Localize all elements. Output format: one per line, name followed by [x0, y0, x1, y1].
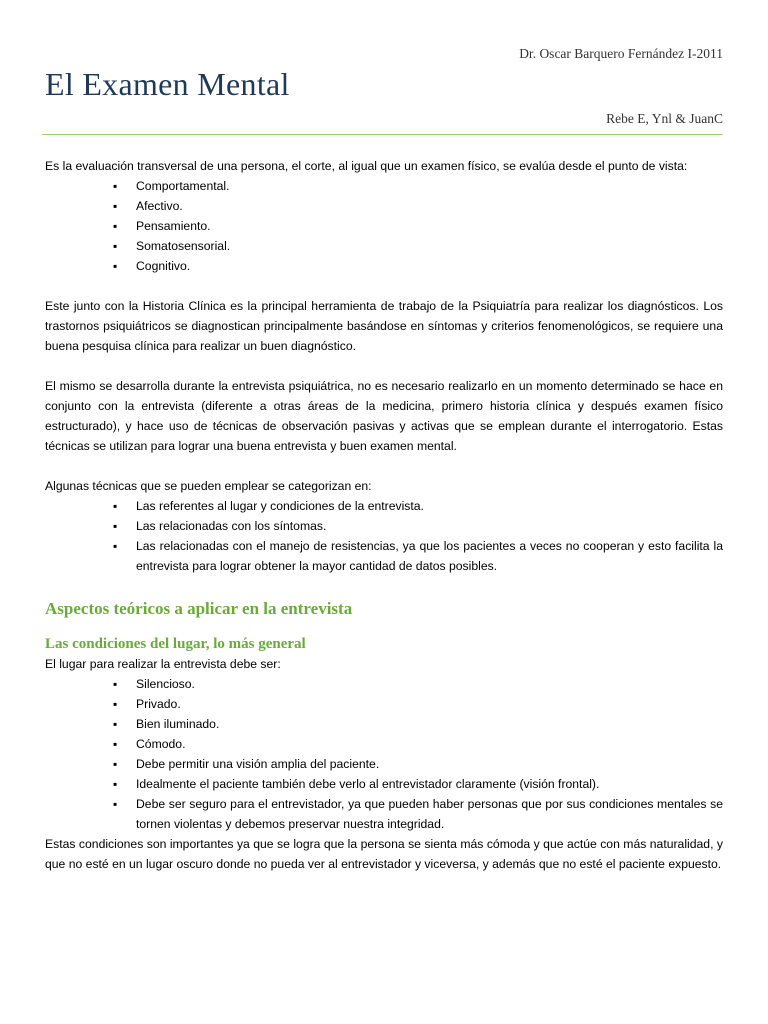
list-item: ▪ Cognitivo.: [45, 256, 723, 276]
contributors-line: Rebe E, Ynl & JuanC: [606, 111, 723, 126]
list-item: ▪ Somatosensorial.: [45, 236, 723, 256]
list-item: ▪ Debe permitir una visión amplia del paciente.: [45, 754, 723, 774]
list-item: ▪ Afectivo.: [45, 196, 723, 216]
document-body: [45, 156, 723, 874]
list-item: ▪ Comportamental.: [45, 176, 723, 196]
techniques-list: [45, 496, 723, 576]
section-heading: Aspectos teóricos a aplicar en la entrevista: [45, 599, 353, 618]
list-item: ▪ Debe ser seguro para el entrevistador, ya que pueden haber personas que por sus condiciones mentales se tornen violentas y debemos preservar nuestra integridad.: [45, 794, 723, 834]
closing-paragraph: Estas condiciones son importantes ya que se logra que la persona se sienta más cómoda y que actúe con más naturalidad, y que no esté en un lugar oscuro donde no pueda ver al entrevistador y viceversa, y además que no esté el paciente expuesto.: [45, 837, 723, 871]
list-item: ▪ Silencioso.: [45, 674, 723, 694]
paragraph-historia-clinica: Este junto con la Historia Clínica es la principal herramienta de trabajo de la Psiquiatría para realizar los diagnósticos. Los trastornos psiquiátricos se diagnostican principalmente basándose en síntomas y criterios fenomenológicos, se requiere una buena pesquisa clínica para realizar un buen diagnóstico.: [45, 299, 723, 353]
list-item: ▪ Privado.: [45, 694, 723, 714]
list-item: ▪ Cómodo.: [45, 734, 723, 754]
page-title: El Examen Mental: [45, 66, 290, 102]
subsection-heading: Las condiciones del lugar, lo más general: [45, 636, 306, 652]
paragraph-entrevista: El mismo se desarrolla durante la entrevista psiquiátrica, no es necesario realizarlo en un momento determinado se hace en conjunto con la entrevista (diferente a otras áreas de la medicina, primero historia clínica y después examen físico estructurado), y hace uso de técnicas de observación pasivas y activas que se emplean durante el interrogatorio. Estas técnicas se utilizan para lograr una buena entrevista y buen examen mental.: [45, 379, 723, 453]
list-item: ▪ Bien iluminado.: [45, 714, 723, 734]
title-divider: [42, 134, 723, 135]
list-item: ▪ Idealmente el paciente también debe verlo al entrevistador claramente (visión frontal).: [45, 774, 723, 794]
intro-paragraph: Es la evaluación transversal de una persona, el corte, al igual que un examen físico, se evalúa desde el punto de vista:: [45, 159, 688, 173]
techniques-intro: Algunas técnicas que se pueden emplear se categorizan en:: [45, 479, 372, 493]
place-intro: El lugar para realizar la entrevista debe ser:: [45, 657, 281, 671]
author-line: Dr. Oscar Barquero Fernández I-2011: [519, 46, 723, 61]
list-item: ▪ Las referentes al lugar y condiciones de la entrevista.: [45, 496, 723, 516]
list-item: ▪ Pensamiento.: [45, 216, 723, 236]
list-item: ▪ Las relacionadas con los síntomas.: [45, 516, 723, 536]
intro-list: [45, 176, 723, 276]
list-item: ▪ Las relacionadas con el manejo de resistencias, ya que los pacientes a veces no cooperan y esto facilita la entrevista para lograr obtener la mayor cantidad de datos posibles.: [45, 536, 723, 576]
place-list: [45, 674, 723, 834]
